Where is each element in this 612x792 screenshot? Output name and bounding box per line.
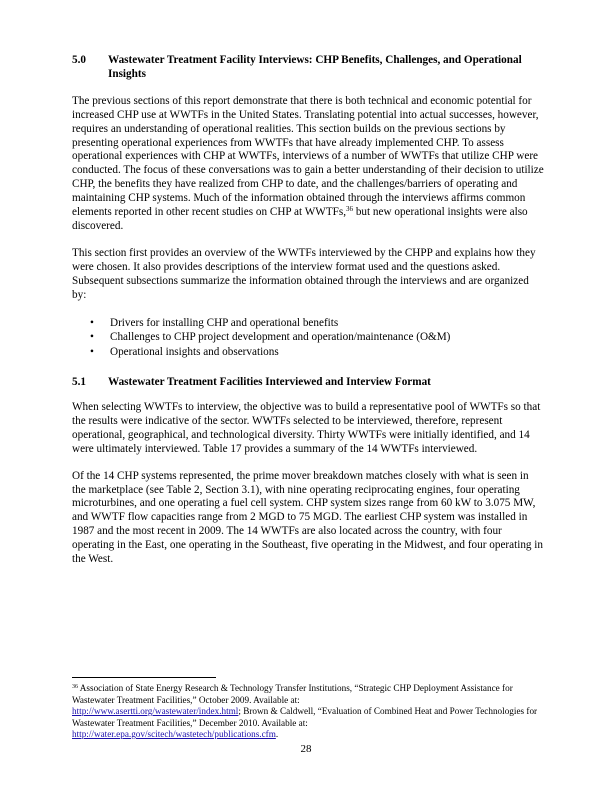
overview-paragraph: This section first provides an overview of the WWTFs interviewed by the CHPP and explains how they were chosen. It also provides descriptions of the interview format used and the questions asked. Subsequent subsections summarize the information obtained through the interviews and are organized by:	[72, 247, 536, 301]
page-number: 28	[300, 743, 312, 755]
footnote-text: Association of State Energy Research & Technology Transfer Institutions, “Strategic CHP Deployment Assistance for Wastewater Treatment Facilities,” October 2009. Available at:	[72, 683, 513, 705]
list-item-text: Drivers for installing CHP and operational benefits	[110, 316, 339, 329]
section-title: Wastewater Treatment Facility Interviews: CHP Benefits, Challenges, and Operational Insights	[108, 54, 522, 80]
intro-paragraph	[72, 95, 544, 233]
bullet-marker: •	[90, 331, 94, 344]
footnote-text: ; Brown & Caldwell, “Evaluation of Combined Heat and Power Technologies for Wastewater Treatment Facilities,” December 2010. Available at:	[72, 706, 538, 728]
list-item	[72, 316, 544, 331]
section-heading-5-1	[72, 375, 544, 389]
systems-paragraph: Of the 14 CHP systems represented, the prime mover breakdown matches closely with what is seen in the marketplace (see Table 2, Section 3.1), with nine operating reciprocating engines, four operating microturbines, and one operating a fuel cell system. CHP system sizes range from 60 kW to 3.075 MW, and WWTF flow capacities range from 2 MGD to 75 MGD. The earliest CHP system was installed in 1987 and the most recent in 2009. The 14 WWTFs are also located across the country, with four operating in the East, one operating in the Southeast, five operating in the Midwest, and four operating in the West.	[72, 469, 544, 565]
footnote-divider	[72, 677, 216, 678]
footnote-link-asertti[interactable]: http://www.asertti.org/wastewater/index.html	[72, 706, 239, 716]
list-item	[72, 345, 544, 360]
footnote-36	[72, 683, 544, 741]
page-body	[72, 50, 544, 567]
section-title: Wastewater Treatment Facilities Interviewed and Interview Format	[108, 376, 431, 389]
footnote-text: .	[275, 729, 279, 739]
section-number: 5.1	[72, 376, 86, 389]
footnote-ref-36[interactable]: 36	[346, 204, 354, 213]
list-item-text: Operational insights and observations	[110, 345, 279, 358]
selection-paragraph: When selecting WWTFs to interview, the objective was to build a representative pool of WWTFs so that the results were indicative of the sector. WWTFs selected to be interviewed, therefore, represent operational, geographical, and technological diversity. Thirty WWTFs were initially identified, and 14 were ultimately interviewed. Table 17 provides a summary of the 14 WWTFs interviewed.	[72, 401, 541, 455]
section-heading-5-0	[72, 53, 544, 81]
footnote-link-epa[interactable]: http://water.epa.gov/scitech/wastetech/publications.cfm	[72, 729, 276, 739]
topics-list	[72, 316, 544, 360]
footnote-number: 36	[72, 684, 78, 690]
bullet-marker: •	[90, 316, 94, 329]
list-item-text: Challenges to CHP project development and operation/maintenance (O&M)	[110, 331, 451, 344]
intro-paragraph-tail: but new operational insights were also discovered.	[72, 205, 528, 232]
bullet-marker: •	[90, 345, 94, 358]
section-number: 5.0	[72, 54, 86, 66]
intro-paragraph-text: The previous sections of this report demonstrate that there is both technical and economic potential for increased CHP use at WWTFs in the United States. Translating potential into actual successes, however, requires an understanding of operational realities. This section builds on the previous sections by presenting operational experiences from WWTFs that have already implemented CHP. To assess operational experiences with CHP at WWTFs, interviews of a number of WWTFs that utilize CHP were conducted. The focus of these conversations was to gain a better understanding of their decision to utilize CHP, the benefits they have realized from CHP to date, and the challenges/barriers of operating and maintaining CHP systems. Much of the information obtained through the interviews affirms common elements reported in other recent studies on CHP at WWTFs,	[72, 95, 544, 218]
list-item	[72, 330, 544, 345]
